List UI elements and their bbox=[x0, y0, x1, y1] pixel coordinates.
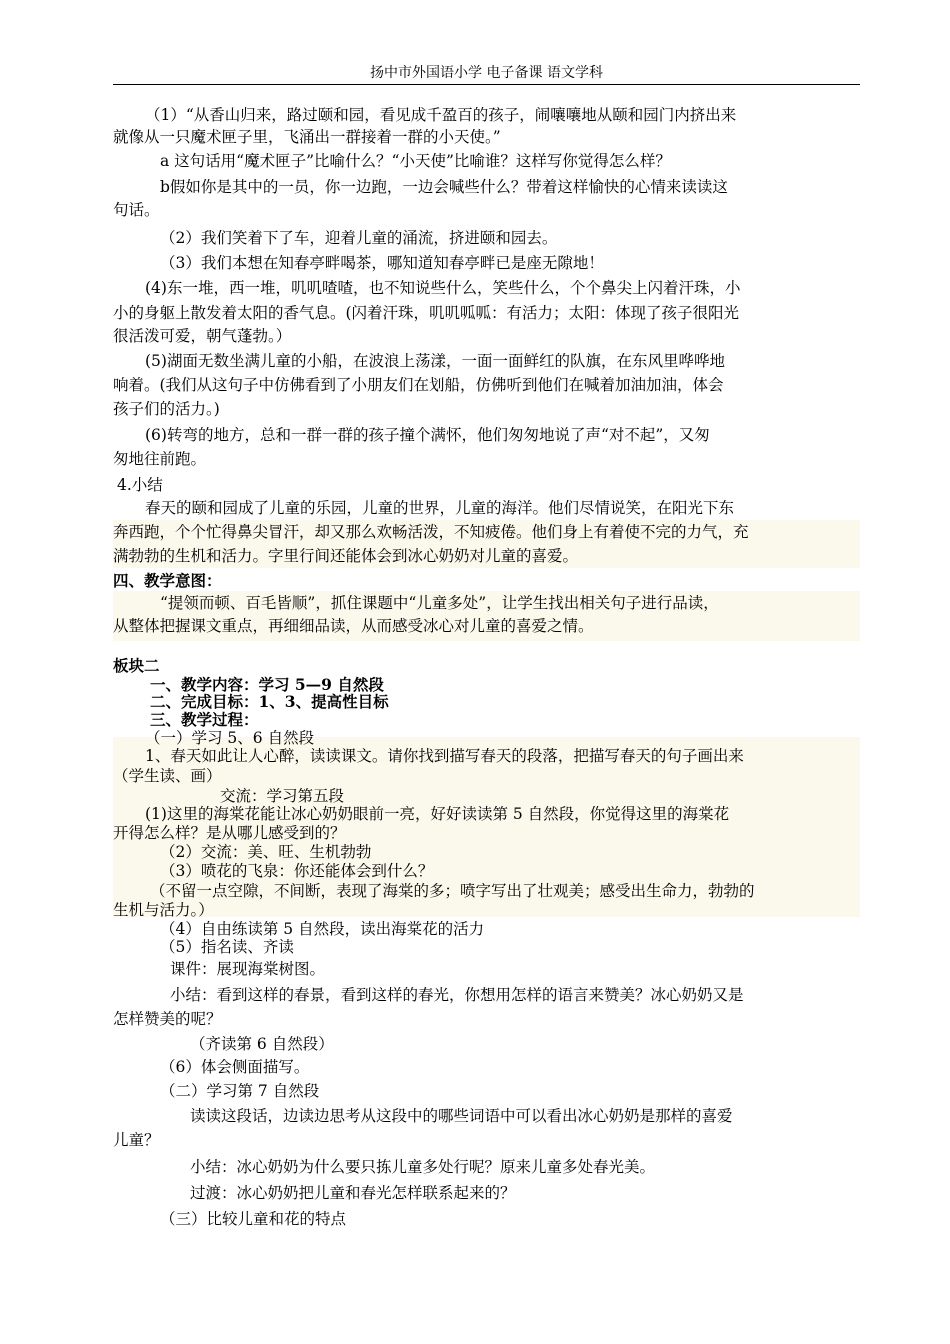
text-line: 奔西跑，个个忙得鼻尖冒汗，却又那么欢畅活泼，不知疲倦。他们身上有着使不完的力气，充 bbox=[113, 523, 749, 541]
text-line: （6）体会侧面描写。 bbox=[160, 1058, 310, 1076]
text-line: 春天的颐和园成了儿童的乐园，儿童的世界，儿童的海洋。他们尽情说笑，在阳光下东 bbox=[145, 499, 735, 517]
text-line: 1、春天如此让人心醉，读读课文。请你找到描写春天的段落，把描写春天的句子画出来 bbox=[145, 747, 744, 765]
text-line: a 这句话用“魔术匣子”比喻什么？“小天使”比喻谁？这样写你觉得怎么样？ bbox=[160, 152, 671, 170]
text-line: 二、完成目标：1、3、提高性目标 bbox=[150, 692, 389, 711]
text-line: （2）交流：美、旺、生机勃勃 bbox=[160, 843, 372, 861]
text-line: (6)转弯的地方，总和一群一群的孩子撞个满怀，他们匆匆地说了声“对不起”，又匆 bbox=[145, 426, 710, 444]
text-line: （不留一点空隙，不间断，表现了海棠的多；喷字写出了壮观美；感受出生命力，勃勃的 bbox=[150, 882, 755, 900]
text-line: 一、教学内容：学习 5—9 自然段 bbox=[150, 675, 384, 694]
text-line: 过渡：冰心奶奶把儿童和春光怎样联系起来的？ bbox=[190, 1184, 516, 1202]
text-line: （一）学习 5、6 自然段 bbox=[145, 729, 315, 747]
header-rule bbox=[113, 84, 860, 85]
text-line: “提领而顿、百毛皆顺”，抓住课题中“儿童多处”，让学生找出相关句子进行品读， bbox=[160, 594, 719, 612]
text-line: （学生读、画） bbox=[113, 767, 222, 785]
text-line: 四、教学意图： bbox=[113, 571, 222, 590]
text-line: (4)东一堆，西一堆，叽叽喳喳，也不知说些什么，笑些什么，个个鼻尖上闪着汗珠，小 bbox=[145, 279, 741, 297]
text-line: b假如你是其中的一员，你一边跑，一边会喊些什么？带着这样愉快的心情来读读这 bbox=[160, 178, 728, 196]
text-line: 怎样赞美的呢？ bbox=[113, 1010, 222, 1028]
text-line: 匆地往前跑。 bbox=[113, 450, 207, 468]
text-line: 三、教学过程： bbox=[150, 710, 259, 729]
text-line: 孩子们的活力。) bbox=[113, 400, 220, 418]
text-line: 小的身躯上散发着太阳的香气息。(闪着汗珠，叽叽呱呱：有活力；太阳：体现了孩子很阳光 bbox=[113, 304, 740, 322]
text-line: 交流：学习第五段 bbox=[220, 787, 345, 805]
text-line: 小结：看到这样的春景，看到这样的春光，你想用怎样的语言来赞美？冰心奶奶又是 bbox=[170, 986, 744, 1004]
text-line: （齐读第 6 自然段） bbox=[190, 1035, 334, 1053]
text-line: 很活泼可爱，朝气蓬勃。） bbox=[113, 327, 292, 345]
text-line: （3）喷花的飞泉：你还能体会到什么？ bbox=[160, 862, 434, 880]
text-line: （三）比较儿童和花的特点 bbox=[160, 1210, 347, 1228]
text-line: 从整体把握课文重点，再细细品读，从而感受冰心对儿童的喜爱之情。 bbox=[113, 617, 594, 635]
text-line: 读读这段话，边读边思考从这段中的哪些词语中可以看出冰心奶奶是那样的喜爱 bbox=[190, 1107, 733, 1125]
text-line: 4.小结 bbox=[117, 476, 163, 494]
text-line: 儿童？ bbox=[113, 1131, 160, 1149]
text-line: 生机与活力。） bbox=[113, 901, 214, 919]
text-line: 小结：冰心奶奶为什么要只拣儿童多处行呢？原来儿童多处春光美。 bbox=[190, 1158, 656, 1176]
text-line: （二）学习第 7 自然段 bbox=[160, 1082, 320, 1100]
text-line: （4）自由练读第 5 自然段，读出海棠花的活力 bbox=[160, 920, 485, 938]
text-line: 响着。(我们从这句子中仿佛看到了小朋友们在划船，仿佛听到他们在喊着加油加油，体会 bbox=[113, 376, 724, 394]
text-line: 板块二 bbox=[113, 656, 160, 675]
text-line: 开得怎么样？是从哪儿感受到的？ bbox=[113, 824, 346, 842]
text-line: (5)湖面无数坐满儿童的小船，在波浪上荡漾，一面一面鲜红的队旗，在东风里哗哗地 bbox=[145, 352, 725, 370]
text-line: （5）指名读、齐读 bbox=[160, 938, 294, 956]
text-line: 课件：展现海棠树图。 bbox=[170, 960, 326, 978]
text-line: （1）“从香山归来，路过颐和园，看见成千盈百的孩子，闹嚷嚷地从颐和园门内挤出来 bbox=[145, 106, 737, 124]
text-line: （2）我们笑着下了车，迎着儿童的涌流，挤进颐和园去。 bbox=[160, 229, 558, 247]
text-line: (1)这里的海棠花能让冰心奶奶眼前一亮，好好读读第 5 自然段，你觉得这里的海棠花 bbox=[145, 805, 730, 823]
page-header: 扬中市外国语小学 电子备课 语文学科 bbox=[370, 65, 603, 81]
text-line: 句话。 bbox=[113, 201, 160, 219]
text-line: （3）我们本想在知春亭畔喝茶，哪知道知春亭畔已是座无隙地！ bbox=[160, 254, 604, 272]
text-line: 满勃勃的生机和活力。字里行间还能体会到冰心奶奶对儿童的喜爱。 bbox=[113, 547, 579, 565]
text-line: 就像从一只魔术匣子里，飞涌出一群接着一群的小天使。” bbox=[113, 128, 501, 146]
